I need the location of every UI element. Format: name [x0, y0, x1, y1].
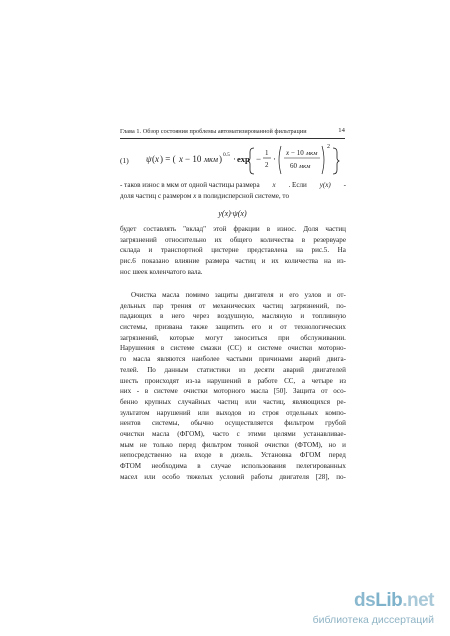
- text-line: них - в системе очистки моторного масла [50]. Защита от осо-: [120, 387, 346, 396]
- dslib-logo: dsLib.net: [354, 590, 434, 611]
- svg-text:2: 2: [265, 161, 269, 169]
- text-line: зультатом нарушений или выходов из строя отдельных компо-: [120, 408, 346, 417]
- text-line: будет составлять "вклад" этой фракции в износ. Доля частиц: [120, 225, 346, 233]
- svg-text:·: ·: [233, 154, 236, 164]
- text-line: падающих в него через воздушную, масляную и топливную: [120, 312, 346, 321]
- text-line: масел или особо тяжелых условий работы двигателя [28], по-: [120, 472, 346, 481]
- svg-text:2: 2: [327, 144, 330, 150]
- text-line: го масла являются наиболее частыми причинами аварий двига-: [120, 355, 346, 364]
- watermark-subtitle: библиотека диссертаций: [312, 614, 434, 626]
- inline-formula: y(x)·ψ(x): [218, 209, 247, 218]
- text-line: доля частиц с размером x в полидисперсной системе, то: [120, 191, 289, 200]
- svg-text:мкм: мкм: [299, 163, 311, 170]
- paragraph-1: [120, 180, 346, 201]
- svg-text:1: 1: [265, 149, 269, 157]
- text-line: рис.6 показано влияние размера частиц и их количества на из-: [120, 257, 346, 266]
- svg-text:x: x: [286, 149, 290, 157]
- text-line: загрязнений, которые могут заноситься при обслуживании.: [120, 333, 346, 342]
- svg-text:60: 60: [290, 162, 297, 170]
- equation-psi: [144, 140, 344, 180]
- paragraph-3: [120, 290, 346, 482]
- svg-text:x: x: [179, 154, 183, 164]
- svg-text:) = (: ) = (: [160, 154, 176, 164]
- svg-text:−: −: [256, 154, 262, 164]
- svg-text:− 10: − 10: [185, 154, 202, 164]
- text-line: системы, призвана также защитить его и от технологических: [120, 323, 346, 332]
- formula-block: [120, 140, 345, 180]
- svg-text:мкм: мкм: [306, 150, 318, 157]
- text-line: Очистка масла помимо защиты двигателя и его узлов и от-: [131, 291, 346, 299]
- header-rule: [120, 138, 345, 139]
- paragraph-2: [120, 224, 346, 277]
- text-line: нос шеек коленчатого вала.: [120, 267, 203, 276]
- svg-text:·: ·: [273, 154, 276, 164]
- text-line: бенно крупных случайных частиц или частиц, являющихся ре-: [120, 397, 346, 406]
- text-line: загрязнений относительно их общего количества в резервуаре: [120, 235, 346, 244]
- equation-number: (1): [120, 156, 129, 165]
- svg-text:): ): [219, 154, 222, 164]
- text-line: дельных пар трения от механических частиц загрязнений, по-: [120, 301, 346, 310]
- running-header: [120, 128, 345, 138]
- text-line: телей. По данным статистики из десяти аварий двигателей: [120, 365, 346, 374]
- svg-text:− 10: − 10: [291, 149, 304, 157]
- text-line: склада и транспортной цистерне представлена на рис.5. На: [120, 246, 346, 255]
- text-line: шесть происходят из-за нарушений в работе СС, а четыре из: [120, 376, 346, 385]
- text-line: нентов системы, обычно осуществляется фильтром грубой: [120, 419, 346, 428]
- svg-text:x: x: [155, 154, 159, 164]
- text-line: - таков износ в мкм от одной частицы размера x . Если y(x) -: [120, 181, 346, 189]
- page-number: 14: [338, 127, 345, 134]
- svg-text:0.5: 0.5: [223, 152, 230, 158]
- svg-text:мкм: мкм: [204, 155, 218, 164]
- svg-text:(: (: [152, 154, 155, 164]
- svg-text:exp: exp: [237, 154, 250, 164]
- text-line: Нарушения в системе смазки (СС) и системе очистки моторно-: [120, 344, 346, 353]
- text-line: непосредственно на входе в дизель. Установка ФГОМ перед: [120, 451, 346, 460]
- text-line: мым не только перед фильтром тонкой очистки (ФТОМ), но и: [120, 440, 346, 449]
- chapter-title: Глава 1. Обзор состояния проблемы автоматизированной фильтрации: [120, 128, 307, 135]
- dslib-watermark: [312, 590, 442, 630]
- text-line: очистки масла (ФГОМ), часто с этими целями устанавливае-: [120, 429, 346, 438]
- svg-text:ψ: ψ: [146, 154, 152, 164]
- text-line: ФТОМ необходима в случае использования пелегированных: [120, 462, 346, 470]
